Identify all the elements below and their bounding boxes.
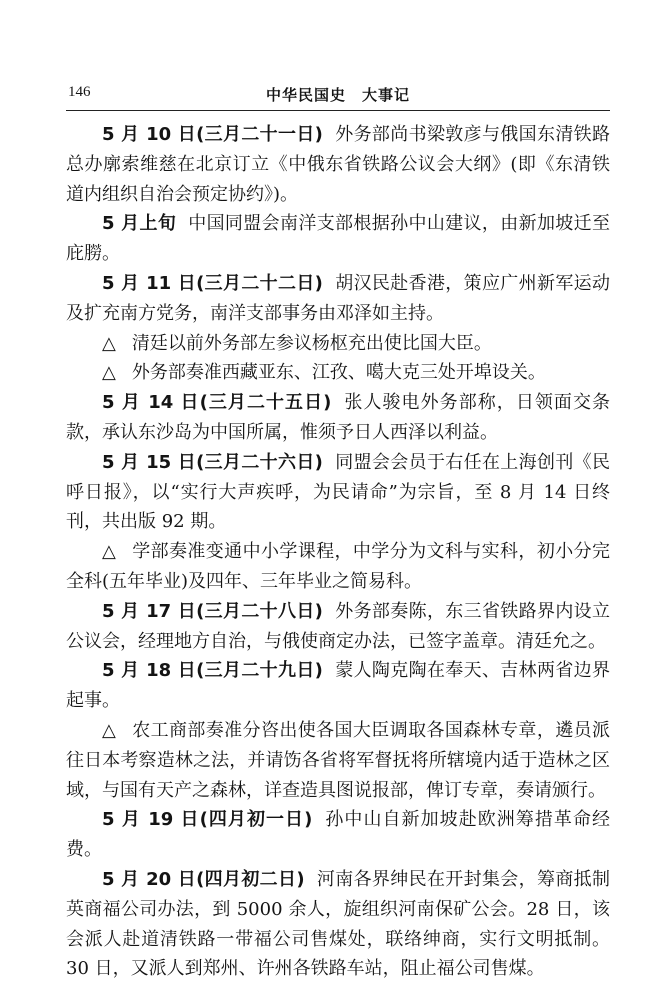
triangle-marker-icon: △ (102, 362, 116, 384)
entry-same-day (66, 358, 610, 388)
entry-may-early (66, 209, 610, 269)
entry-text: 外务部奏陈，东三省铁路界内设立公议会，经理地方自治，与俄使商定办法，已签字盖章。清廷允之。 (66, 600, 611, 652)
entry-date: 5 月 14 日(三月二十五日) (102, 392, 332, 414)
entry-date: 5 月 15 日(三月二十六日) (102, 451, 323, 473)
entry-text: 外务部奏准西藏亚东、江孜、噶大克三处开埠设关。 (131, 362, 546, 384)
entry-text: 学部奏准变通中小学课程，中学分为文科与实科，初小分完全科(五年毕业)及四年、三年毕业之简易科。 (66, 541, 610, 592)
entry-date: 5 月 11 日(三月二十二日) (102, 272, 323, 294)
entry-text: 中国同盟会南洋支部根据孙中山建议，由新加坡迁至庇朥。 (66, 213, 611, 265)
entry-text: 农工商部奏准分咨出使各国大臣调取各国森林专章，遴员派往日本考察造林之法，并请饬各省将军督抚将所辖境内适于造林之区域，与国有天产之森林，详查造具图说报部，俾订专章，奏请颁行。 (66, 719, 610, 801)
entry-may-10 (66, 120, 610, 209)
entry-may-15 (66, 448, 610, 537)
entry-may-19 (66, 805, 610, 865)
entry-text: 外务部尚书梁敦彦与俄国东清铁路总办廓索维慈在北京订立《中俄东省铁路公议会大纲》(即《东清铁道内组织自治会预定协约》)。 (66, 124, 611, 205)
entry-date: 5 月 18 日(三月二十九日) (102, 660, 323, 682)
entry-may-17 (66, 597, 610, 657)
entry-text: 胡汉民赴香港，策应广州新军运动及扩充南方党务，南洋支部事务由邓泽如主持。 (66, 272, 611, 324)
page-header (68, 84, 608, 108)
entry-same-day (66, 716, 610, 805)
entry-may-20 (66, 865, 610, 984)
running-title: 中华民国史 大事记 (265, 86, 410, 104)
entry-date: 5 月 19 日(四月初一日) (102, 809, 313, 831)
entry-text: 张人骏电外务部称，日领面交条款，承认东沙岛为中国所属，惟须予日人西泽以利益。 (66, 392, 611, 443)
entry-text: 蒙人陶克陶在奉天、吉林两省边界起事。 (66, 660, 611, 712)
entry-text: 河南各界绅民在开封集会，筹商抵制英商福公司办法，到 5000 余人，旋组织河南保矿公会。28 日，该会派人赴道清铁路一带福公司售煤处，联络绅商，实行文明抵制。30 日，又派人到郑州、许州各铁路车站，阻止福公司售煤。 (66, 868, 610, 980)
triangle-marker-icon: △ (102, 332, 116, 354)
entry-text: 同盟会会员于右任在上海创刊《民呼日报》，以“实行大声疾呼，为民请命”为宗旨，至 8 月 14 日终刊，共出版 92 期。 (66, 451, 611, 533)
triangle-marker-icon: △ (102, 719, 117, 741)
entry-same-day (66, 329, 610, 359)
entry-date: 5 月 20 日(四月初二日) (102, 868, 305, 890)
entry-text: 孙中山自新加坡赴欧洲筹措革命经费。 (66, 809, 611, 861)
entry-date: 5 月 17 日(三月二十八日) (102, 600, 323, 622)
entry-may-14 (66, 388, 610, 448)
chronicle-body (66, 120, 610, 984)
entry-may-11 (66, 269, 610, 329)
page-number: 146 (68, 84, 91, 100)
entry-may-18 (66, 656, 610, 716)
triangle-marker-icon: △ (102, 541, 117, 563)
entry-date: 5 月 10 日(三月二十一日) (102, 124, 323, 145)
entry-same-day (66, 537, 610, 597)
entry-date: 5 月上旬 (102, 213, 177, 235)
header-rule (66, 110, 610, 111)
entry-text: 清廷以前外务部左参议杨枢充出使比国大臣。 (131, 332, 492, 354)
